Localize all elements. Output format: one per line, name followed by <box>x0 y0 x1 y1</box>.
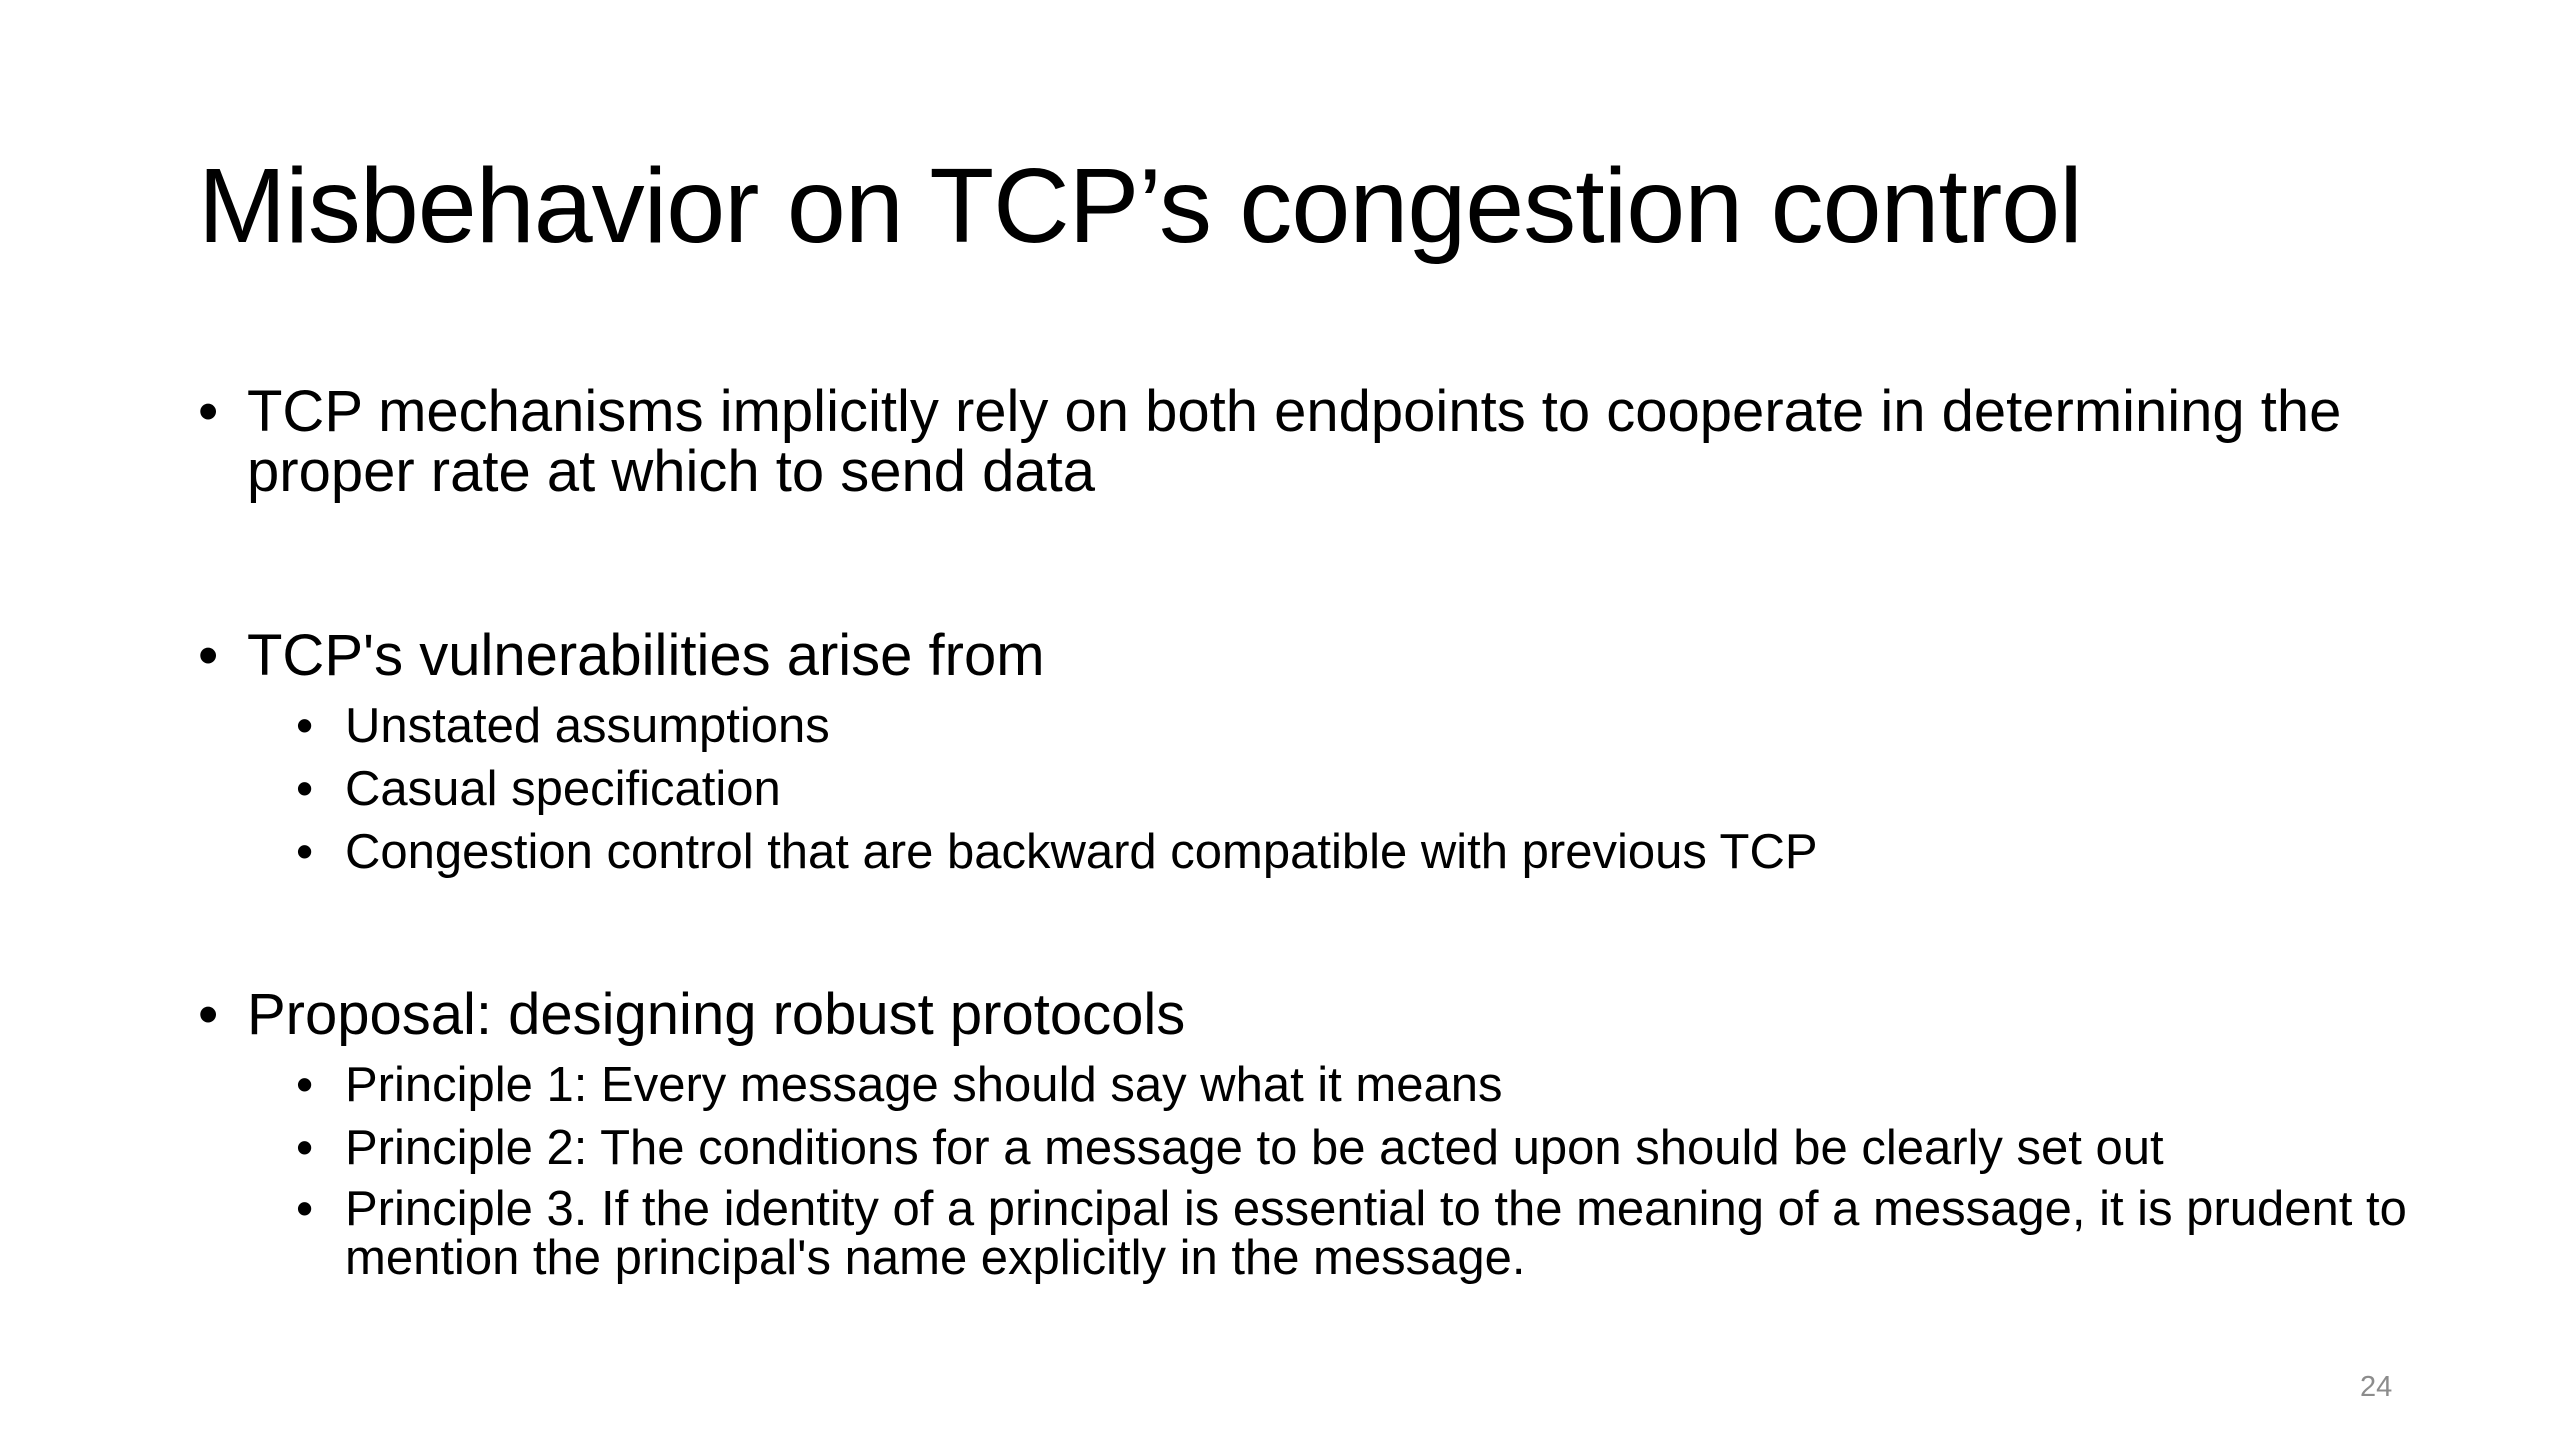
sub-bullet-text: Principle 1: Every message should say what it means <box>345 1058 1503 1112</box>
bullet-item <box>198 379 2438 504</box>
bullet-icon: • <box>198 982 219 1047</box>
sub-bullet-item <box>296 1059 2438 1111</box>
sub-bullet-text: Principle 3. If the identity of a principal is essential to the meaning of a message, it is prudent to mention the principal's name explicitly in the message. <box>345 1182 2407 1285</box>
sub-bullet-item <box>296 826 2438 878</box>
bullet-text: Proposal: designing robust protocols <box>247 982 1186 1047</box>
bullet-item <box>198 623 2438 688</box>
bullet-icon: • <box>296 762 314 816</box>
sub-bullet-item <box>296 763 2438 815</box>
sub-bullet-text: Principle 2: The conditions for a message to be acted upon should be clearly set out <box>345 1121 2164 1175</box>
bullet-text: TCP's vulnerabilities arise from <box>247 623 1045 688</box>
sub-bullet-text: Casual specification <box>345 762 781 816</box>
bullet-icon: • <box>296 1121 314 1175</box>
sub-bullet-item <box>296 1182 2438 1285</box>
bullet-icon: • <box>198 623 219 688</box>
slide-title: Misbehavior on TCP’s congestion control <box>198 147 2082 265</box>
bullet-text: TCP mechanisms implicitly rely on both endpoints to cooperate in determining the proper rate at which to send data <box>247 379 2342 504</box>
bullet-icon: • <box>198 379 219 444</box>
bullet-icon: • <box>296 825 314 879</box>
sub-bullet-text: Unstated assumptions <box>345 699 830 753</box>
bullet-icon: • <box>296 1182 314 1236</box>
sub-bullet-item <box>296 700 2438 752</box>
sub-bullet-item <box>296 1122 2438 1174</box>
bullet-icon: • <box>296 699 314 753</box>
page-number: 24 <box>2360 1371 2393 1403</box>
bullet-item <box>198 982 2438 1047</box>
sub-bullet-text: Congestion control that are backward compatible with previous TCP <box>345 825 1818 879</box>
slide-body <box>198 379 2438 1294</box>
bullet-icon: • <box>296 1058 314 1112</box>
